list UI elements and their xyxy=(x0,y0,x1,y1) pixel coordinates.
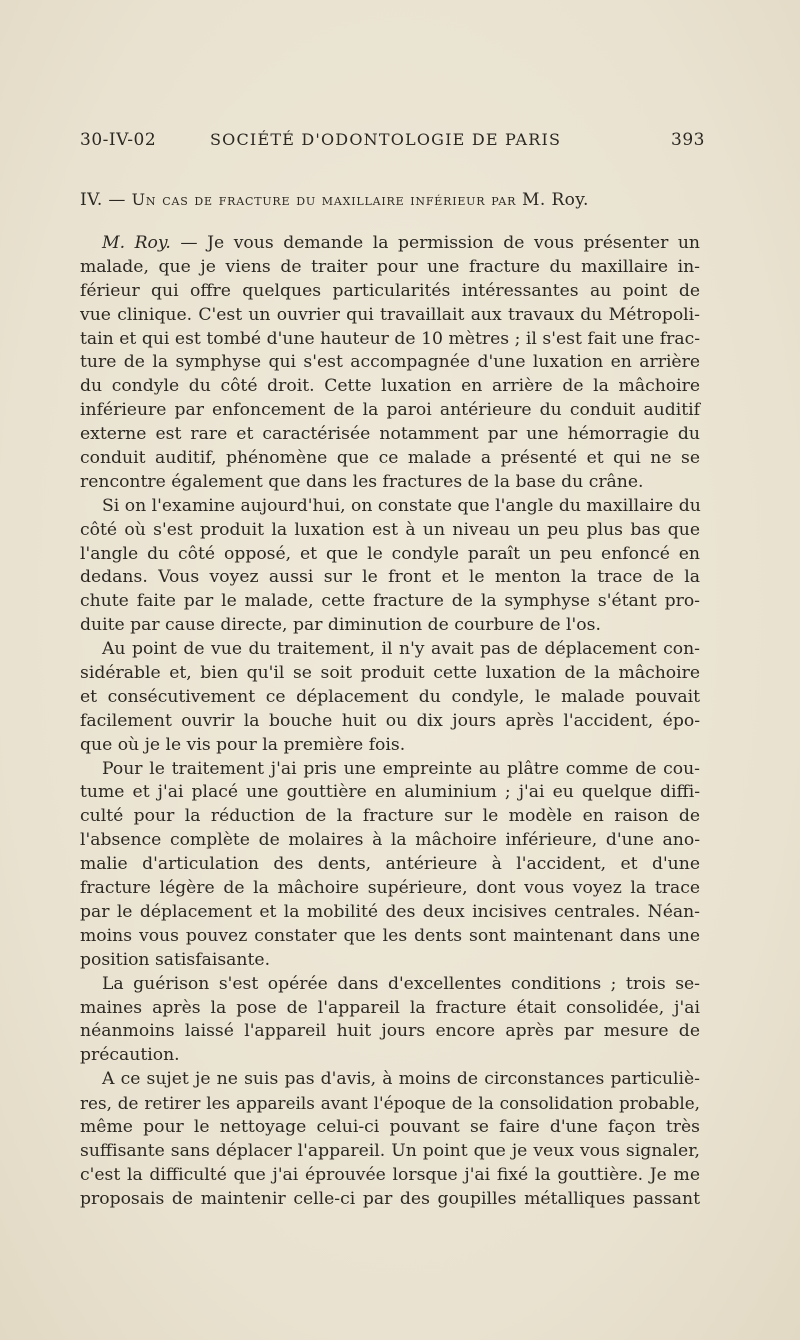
text-line: malade, que je viens de traiter pour une fracture du maxillaire in- xyxy=(80,256,700,277)
article-heading xyxy=(80,190,705,210)
text-line: par le déplacement et la mobilité des deux incisives centrales. Néan- xyxy=(80,901,700,922)
text-line: conduit auditif, phénomène que ce malade a présenté et qui ne se xyxy=(80,448,700,469)
text-line: néanmoins laissé l'appareil huit jours encore après par mesure de xyxy=(80,1021,700,1042)
text-line: suffisante sans déplacer l'appareil. Un point que je veux vous signaler, xyxy=(80,1140,700,1161)
issue-date: 30-IV-02 xyxy=(80,130,157,150)
text-line: M. Roy. — Je vous demande la permission de vous présenter un xyxy=(102,233,700,253)
text-line: férieur qui offre quelques particularités intéressantes au point de xyxy=(80,280,700,301)
text-line: proposais de maintenir celle-ci par des goupilles métalliques passant xyxy=(80,1188,700,1209)
text-line: même pour le nettoyage celui-ci pouvant se faire d'une façon très xyxy=(80,1116,700,1137)
text-line: res, de retirer les appareils avant l'époque de la consolidation probable, xyxy=(80,1093,700,1114)
text-line: La guérison s'est opérée dans d'excellentes conditions ; trois se- xyxy=(102,973,700,994)
article-body xyxy=(80,232,700,1212)
text-line: du condyle du côté droit. Cette luxation en arrière de la mâchoire xyxy=(80,376,700,397)
text-line: l'absence complète de molaires à la mâchoire inférieure, d'une ano- xyxy=(80,830,700,851)
journal-title: SOCIÉTÉ D'ODONTOLOGIE DE PARIS xyxy=(210,130,562,149)
text-line: Pour le traitement j'ai pris une empreinte au plâtre comme de cou- xyxy=(102,758,700,779)
text-line: inférieure par enfoncement de la paroi antérieure du conduit auditif xyxy=(80,400,700,421)
article-number: IV. — xyxy=(80,190,132,210)
text-line: position satisfaisante. xyxy=(80,949,271,970)
text-line: chute faite par le malade, cette fracture de la symphyse s'étant pro- xyxy=(80,591,700,612)
text-line: duite par cause directe, par diminution de courbure de l'os. xyxy=(80,615,601,636)
text-line: dedans. Vous voyez aussi sur le front et le menton la trace de la xyxy=(80,567,700,588)
text-line: vue clinique. C'est un ouvrier qui travaillait aux travaux du Métropoli- xyxy=(80,304,700,325)
article-title: Un cas de fracture du maxillaire inférieur par xyxy=(131,190,517,209)
text-line: tume et j'ai placé une gouttière en aluminium ; j'ai eu quelque diffi- xyxy=(80,782,700,803)
text-line: fracture légère de la mâchoire supérieure, dont vous voyez la trace xyxy=(80,878,700,899)
text-line: c'est la difficulté que j'ai éprouvée lorsque j'ai fixé la gouttière. Je me xyxy=(80,1164,700,1185)
text-line: ture de la symphyse qui s'est accompagnée d'une luxation en arrière xyxy=(80,352,700,373)
text-line: malie d'articulation des dents, antérieure à l'accident, et d'une xyxy=(80,854,700,875)
text-line: que où je le vis pour la première fois. xyxy=(80,734,406,755)
text-line: facilement ouvrir la bouche huit ou dix jours après l'accident, épo- xyxy=(80,710,700,731)
text-line: tain et qui est tombé d'une hauteur de 10 mètres ; il s'est fait une frac- xyxy=(80,328,700,349)
article-author: M. Roy. xyxy=(516,190,589,210)
text-line: maines après la pose de l'appareil la fracture était consolidée, j'ai xyxy=(80,997,700,1018)
text-line: et consécutivement ce déplacement du condyle, le malade pouvait xyxy=(80,686,700,707)
text-line: culté pour la réduction de la fracture sur le modèle en raison de xyxy=(80,806,700,827)
text-line: sidérable et, bien qu'il se soit produit cette luxation de la mâchoire xyxy=(80,663,700,684)
text-line: côté où s'est produit la luxation est à un niveau un peu plus bas que xyxy=(80,519,700,540)
text-line: Au point de vue du traitement, il n'y avait pas de déplacement con- xyxy=(102,639,700,660)
page-number: 393 xyxy=(671,130,705,150)
text-line: moins vous pouvez constater que les dents sont maintenant dans une xyxy=(80,925,700,946)
text-line: rencontre également que dans les fractures de la base du crâne. xyxy=(80,471,644,492)
speaker-name: M. Roy. xyxy=(102,233,171,253)
text-line: l'angle du côté opposé, et que le condyle paraît un peu enfoncé en xyxy=(80,543,700,564)
running-head xyxy=(80,130,705,154)
text-line: précaution. xyxy=(80,1045,180,1066)
text-line: externe est rare et caractérisée notamment par une hémorragie du xyxy=(80,424,700,445)
text-line: Si on l'examine aujourd'hui, on constate que l'angle du maxillaire du xyxy=(102,495,701,516)
text-line: A ce sujet je ne suis pas d'avis, à moins de circonstances particuliè- xyxy=(102,1069,700,1090)
